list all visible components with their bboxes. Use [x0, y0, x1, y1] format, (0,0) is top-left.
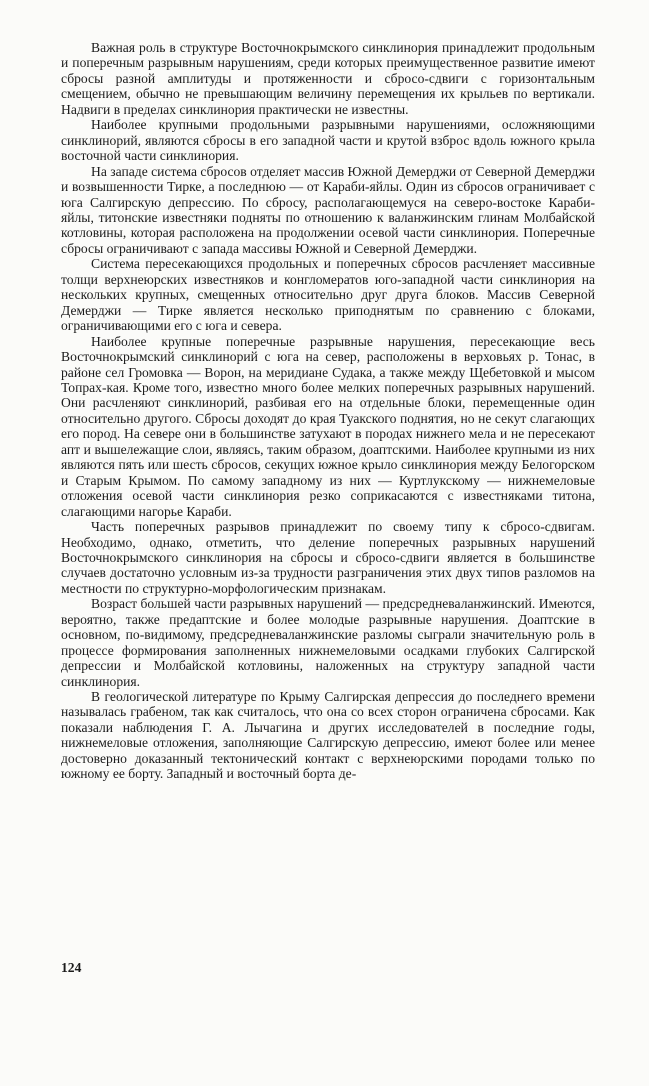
- paragraph-8: В геологической литературе по Крыму Салгирская депрессия до последнего времени называлась грабеном, так как считалось, что она со всех сторон ограничена сбросами. Как показали наблюдения Г. А. Лычагина и других исследователей в последние годы, нижнемеловые отложения, заполняющие Салгирскую депрессию, имеют более или менее достоверно доказанный тектонический контакт с верхнеюрскими породами только по южному ее борту. Западный и восточный борта де-: [61, 689, 595, 782]
- paragraph-3: На западе система сбросов отделяет массив Южной Демерджи от Северной Демерджи и возвышенности Тирке, а последнюю — от Караби-яйлы. Один из сбросов ограничивает с юга Салгирскую депрессию. По сбросу, располагающемуся на северо-востоке Караби-яйлы, титонские известняки подняты по отношению к валанжинским глинам Молбайской котловины, которая расположена на продолжении осевой части синклинория. Поперечные сбросы ограничивают с запада массивы Южной и Северной Демерджи.: [61, 163, 595, 256]
- paragraph-5: Наиболее крупные поперечные разрывные нарушения, пересекающие весь Восточнокрымский синклинорий с юга на север, расположены в верховьях р. Тонас, в районе сел Громовка — Ворон, на меридиане Судака, а также между Щебетовкой и мысом Топрах-кая. Кроме того, известно много более мелких поперечных разрывных нарушений. Они расчленяют синклинорий, разбивая его на отдельные блоки, перемещенные один относительно другого. Сбросы доходят до края Туакского поднятия, но не секут слагающих его пород. На севере они в большинстве затухают в породах нижнего мела и не пересекают апт и вышележащие слои, являясь, таким образом, доаптскими. Наиболее крупными из них являются пять или шесть сбросов, секущих южное крыло синклинория между Белогорском и Старым Крымом. По самому западному из них — Куртлукскому — нижнемеловые отложения осевой части синклинория резко соприкасаются с известняками титона, слагающими нагорье Караби.: [61, 333, 595, 519]
- paragraph-1: Важная роль в структуре Восточнокрымского синклинория принадлежит продольным и поперечным разрывным нарушениям, среди которых преимущественное развитие имеют сбросы разной амплитуды и протяженности и сбросо-сдвиги с горизонтальным смещением, обычно не превышающим величину перемещения их крыльев по вертикали. Надвиги в пределах синклинория практически не известны.: [61, 40, 595, 117]
- paragraph-6: Часть поперечных разрывов принадлежит по своему типу к сбросо-сдвигам. Необходимо, однако, отметить, что деление поперечных разрывных нарушений Восточнокрымского синклинория на сбросы и сбросо-сдвиги является в большинстве случаев достаточно условным из-за трудности разграничения этих двух типов разломов на местности по структурно-морфологическим признакам.: [61, 519, 595, 596]
- paragraph-2: Наиболее крупными продольными разрывными нарушениями, осложняющими синклинорий, являются сбросы в его западной части и крутой взброс вдоль южного крыла восточной части синклинория.: [61, 117, 595, 164]
- body-text: [61, 40, 595, 782]
- paragraph-7: Возраст большей части разрывных нарушений — предсредневаланжинский. Имеются, вероятно, также предаптские и более молодые разрывные нарушения. Доаптские в основном, по-видимому, предсредневаланжинские разломы сыграли значительную роль в процессе формирования заполненных нижнемеловыми осадками глубоких Салгирской депрессии и Молбайской котловины, наложенных на структуру западной части синклинория.: [61, 596, 595, 689]
- page-number: 124: [61, 960, 82, 975]
- paragraph-4: Система пересекающихся продольных и поперечных сбросов расчленяет массивные толщи верхнеюрских известняков и конгломератов юго-западной части синклинория на нескольких крупных, смещенных относительно друг друга блоков. Массив Северной Демерджи — Тирке является несколько приподнятым по сравнению с блоками, ограничивающими его с юга и севера.: [61, 256, 595, 334]
